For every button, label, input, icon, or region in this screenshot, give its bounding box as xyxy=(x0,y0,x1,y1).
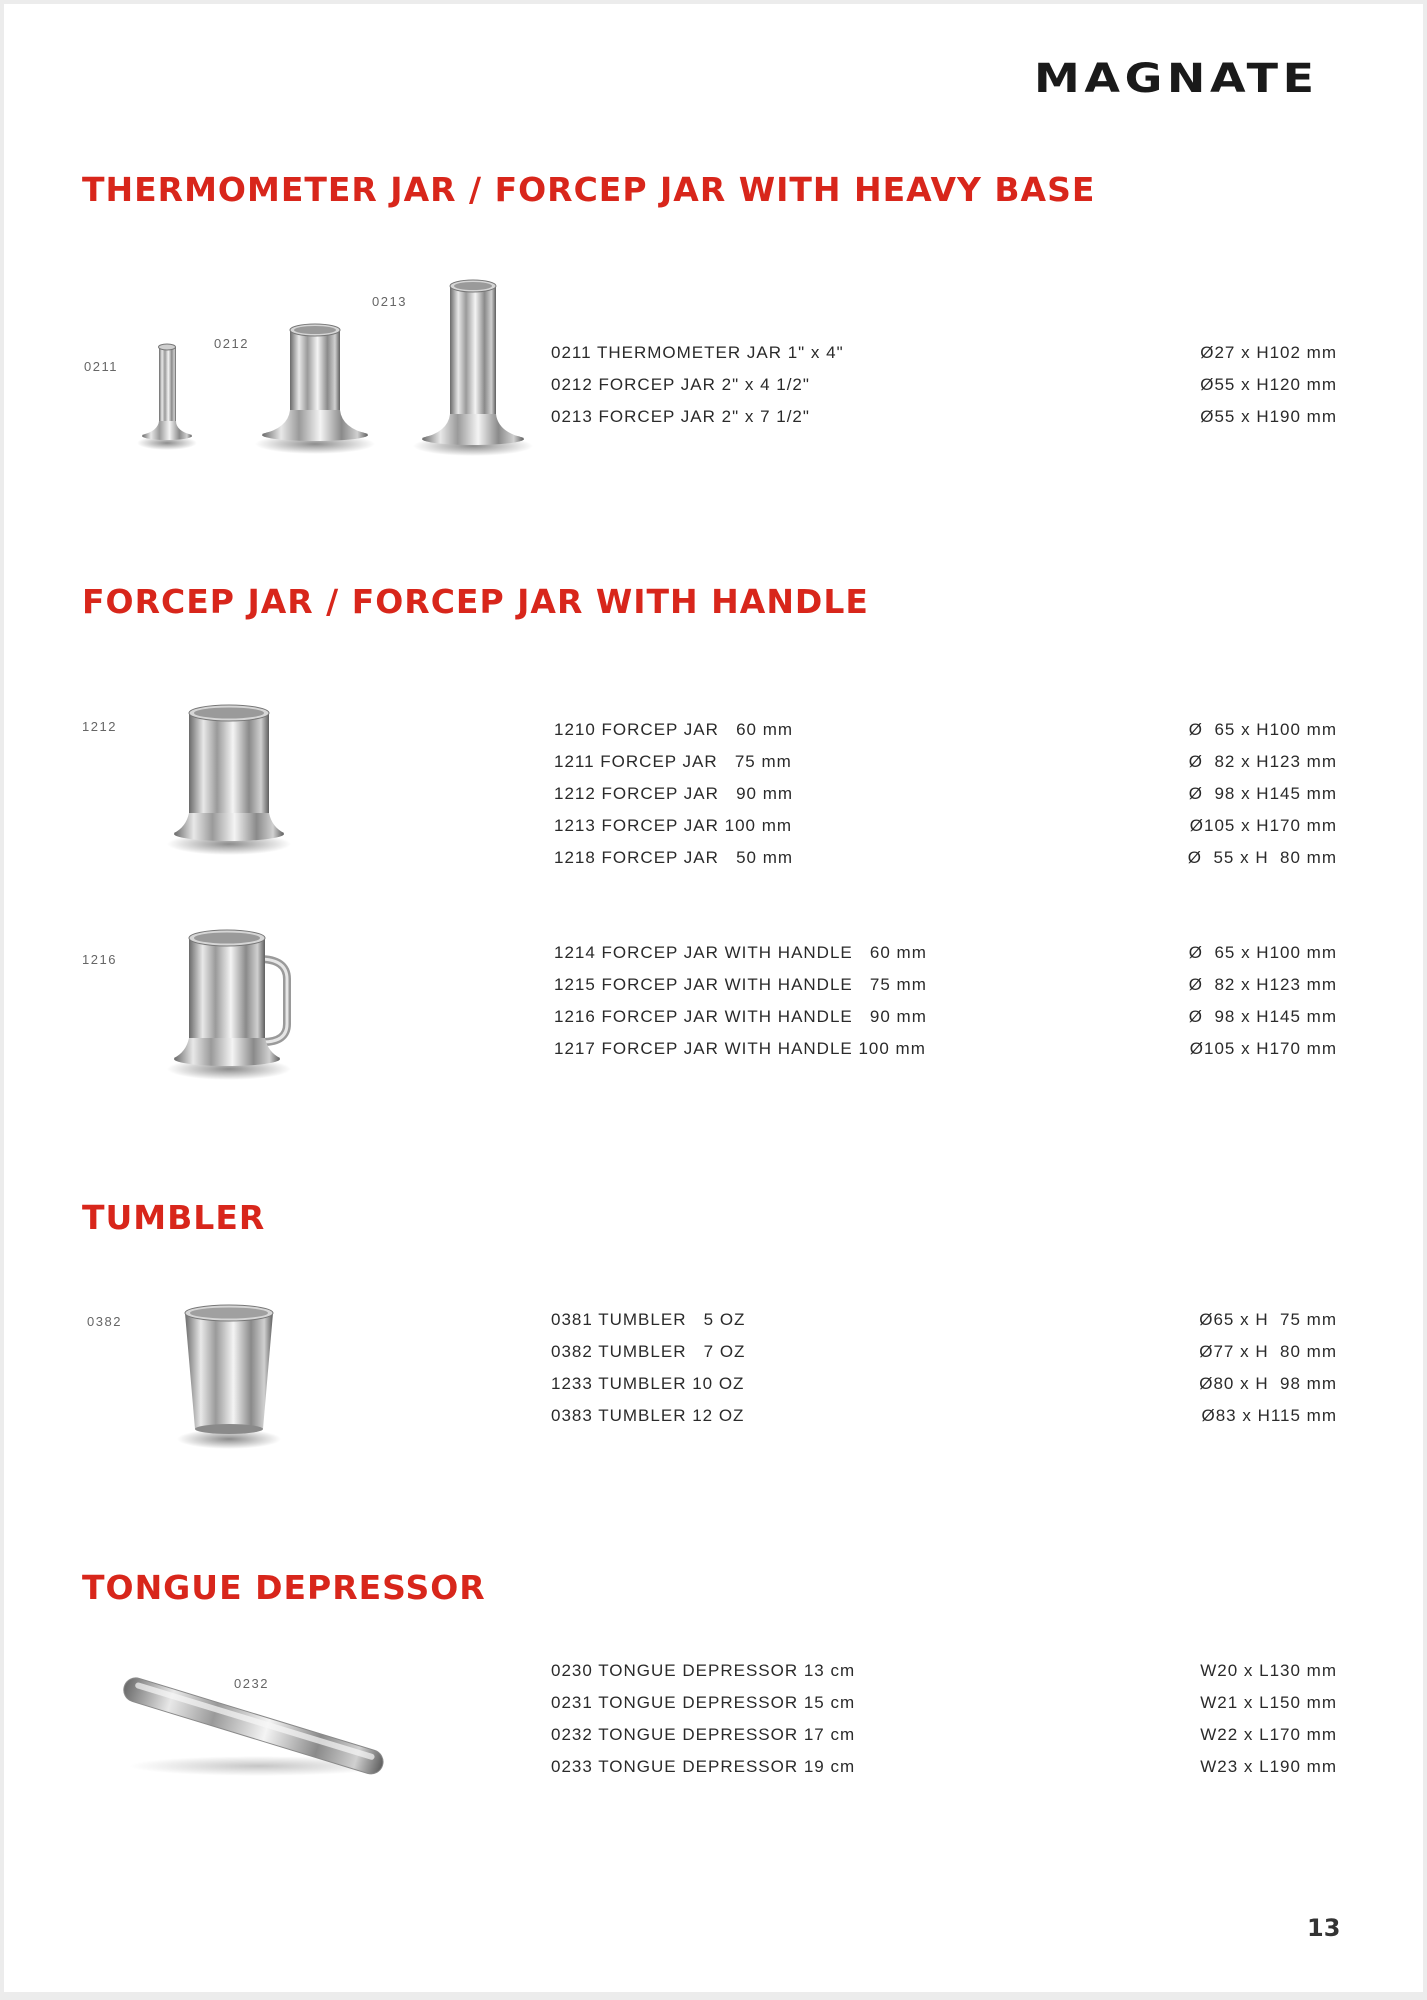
table-row xyxy=(4,848,1423,876)
product-dimensions: Ø 82 x H123 mm xyxy=(1188,752,1337,771)
catalog-page xyxy=(4,4,1423,1992)
table-row xyxy=(4,343,1423,371)
product-code-label: 1216 xyxy=(82,952,117,967)
product-description: 1210 FORCEP JAR 60 mm xyxy=(554,720,794,739)
product-description: 1213 FORCEP JAR 100 mm xyxy=(554,816,793,835)
product-dimensions: Ø55 x H120 mm xyxy=(1200,375,1337,394)
product-dimensions: Ø 55 x H 80 mm xyxy=(1187,848,1337,867)
table-row xyxy=(4,1661,1423,1689)
table-row xyxy=(4,1757,1423,1785)
table-row xyxy=(4,1725,1423,1753)
product-code-label: 1212 xyxy=(82,719,117,734)
product-dimensions: Ø105 x H170 mm xyxy=(1189,1039,1337,1058)
product-description: 0212 FORCEP JAR 2" x 4 1/2" xyxy=(551,375,810,394)
table-row xyxy=(4,784,1423,812)
table-row xyxy=(4,1342,1423,1370)
table-row xyxy=(4,975,1423,1003)
product-dimensions: Ø55 x H190 mm xyxy=(1200,407,1337,426)
product-dimensions: W20 x L130 mm xyxy=(1200,1661,1337,1680)
product-dimensions: Ø80 x H 98 mm xyxy=(1199,1374,1337,1393)
table-row xyxy=(4,1693,1423,1721)
product-description: 0381 TUMBLER 5 OZ xyxy=(551,1310,746,1329)
product-description: 0382 TUMBLER 7 OZ xyxy=(551,1342,746,1361)
product-dimensions: Ø 82 x H123 mm xyxy=(1188,975,1337,994)
product-code-label: 0212 xyxy=(214,336,249,351)
product-dimensions: W22 x L170 mm xyxy=(1200,1725,1337,1744)
product-code-label: 0211 xyxy=(84,359,118,374)
product-dimensions: Ø105 x H170 mm xyxy=(1189,816,1337,835)
product-dimensions: W23 x L190 mm xyxy=(1200,1757,1337,1776)
product-description: 1216 FORCEP JAR WITH HANDLE 90 mm xyxy=(554,1007,927,1026)
page-number: 13 xyxy=(1307,1914,1341,1942)
product-dimensions: Ø77 x H 80 mm xyxy=(1199,1342,1337,1361)
product-description: 1218 FORCEP JAR 50 mm xyxy=(554,848,794,867)
product-dimensions: Ø 98 x H145 mm xyxy=(1188,1007,1337,1026)
product-description: 1217 FORCEP JAR WITH HANDLE 100 mm xyxy=(554,1039,926,1058)
table-row xyxy=(4,720,1423,748)
table-row xyxy=(4,943,1423,971)
table-row xyxy=(4,1007,1423,1035)
section-title-tongue-depressor: TONGUE DEPRESSOR xyxy=(82,1568,486,1607)
product-dimensions: Ø65 x H 75 mm xyxy=(1199,1310,1337,1329)
product-description: 1212 FORCEP JAR 90 mm xyxy=(554,784,794,803)
table-row xyxy=(4,1039,1423,1067)
product-description: 0213 FORCEP JAR 2" x 7 1/2" xyxy=(551,407,810,426)
product-description: 0231 TONGUE DEPRESSOR 15 cm xyxy=(551,1693,856,1712)
product-description: 0383 TUMBLER 12 OZ xyxy=(551,1406,745,1425)
product-dimensions: Ø 65 x H100 mm xyxy=(1188,943,1337,962)
table-row xyxy=(4,816,1423,844)
section-title-forcep-jar: FORCEP JAR / FORCEP JAR WITH HANDLE xyxy=(82,582,869,621)
table-row xyxy=(4,1374,1423,1402)
table-row xyxy=(4,407,1423,435)
section-title-tumbler: TUMBLER xyxy=(82,1198,266,1237)
product-code-label: 0213 xyxy=(372,294,407,309)
product-code-label: 0382 xyxy=(87,1314,122,1329)
table-row xyxy=(4,1310,1423,1338)
brand-logo: MAGNATE xyxy=(1034,56,1319,102)
product-description: 1215 FORCEP JAR WITH HANDLE 75 mm xyxy=(554,975,927,994)
product-description: 1214 FORCEP JAR WITH HANDLE 60 mm xyxy=(554,943,927,962)
product-dimensions: Ø27 x H102 mm xyxy=(1200,343,1337,362)
product-code-label: 0232 xyxy=(234,1676,269,1691)
product-description: 0232 TONGUE DEPRESSOR 17 cm xyxy=(551,1725,856,1744)
product-description: 1211 FORCEP JAR 75 mm xyxy=(554,752,792,771)
product-dimensions: Ø 98 x H145 mm xyxy=(1188,784,1337,803)
product-description: 0211 THERMOMETER JAR 1" x 4" xyxy=(551,343,844,362)
product-dimensions: W21 x L150 mm xyxy=(1200,1693,1337,1712)
product-dimensions: Ø83 x H115 mm xyxy=(1201,1406,1337,1425)
product-dimensions: Ø 65 x H100 mm xyxy=(1188,720,1337,739)
product-description: 0233 TONGUE DEPRESSOR 19 cm xyxy=(551,1757,856,1776)
table-row xyxy=(4,752,1423,780)
product-description: 0230 TONGUE DEPRESSOR 13 cm xyxy=(551,1661,856,1680)
product-description: 1233 TUMBLER 10 OZ xyxy=(551,1374,745,1393)
section-title-thermometer-jar: THERMOMETER JAR / FORCEP JAR WITH HEAVY BASE xyxy=(82,170,1096,209)
table-row xyxy=(4,1406,1423,1434)
table-row xyxy=(4,375,1423,403)
